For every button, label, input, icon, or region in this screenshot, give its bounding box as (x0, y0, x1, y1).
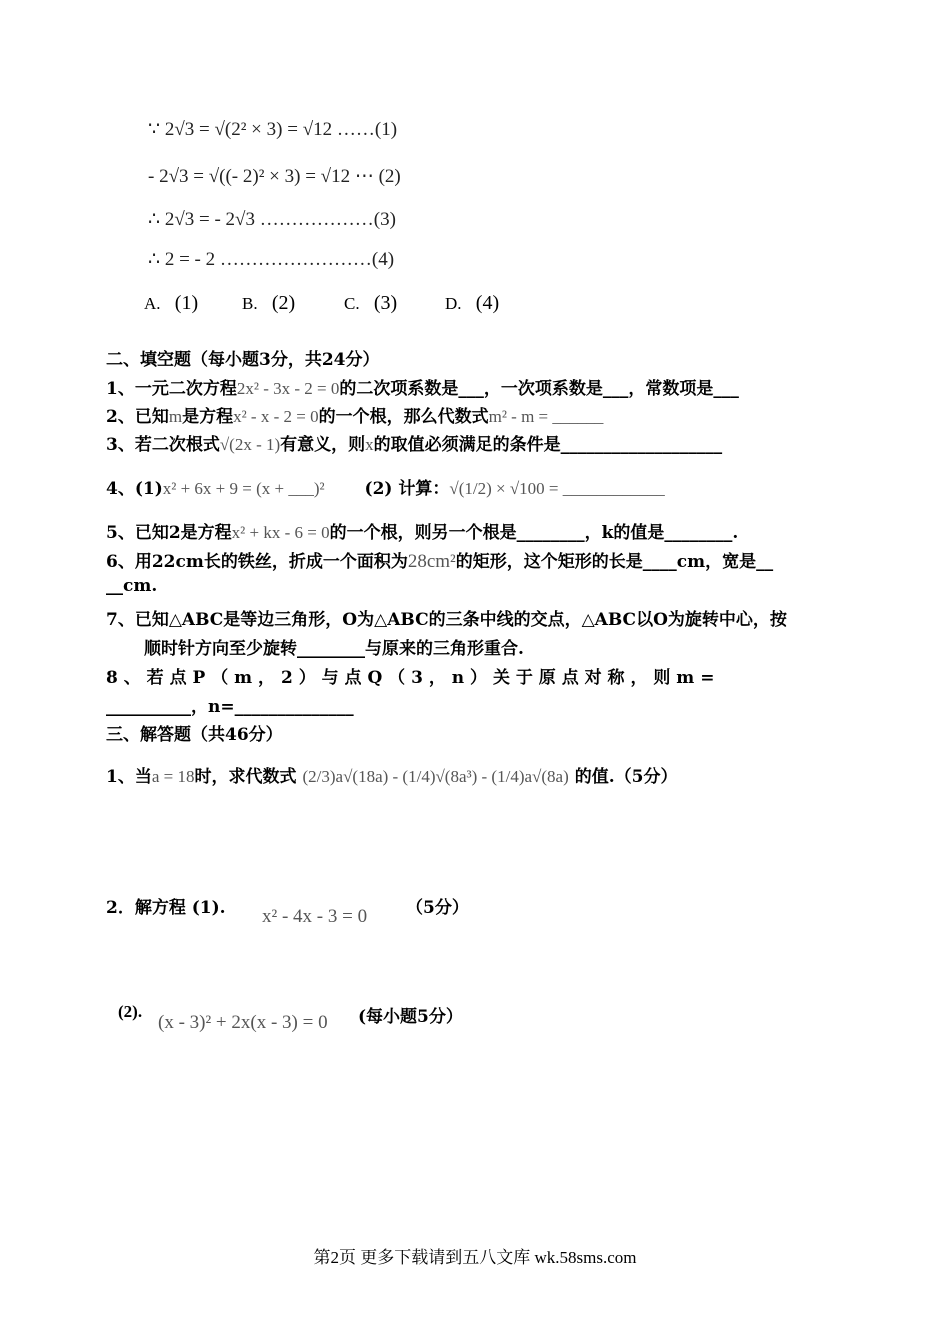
choice-d[interactable]: D. (4) (445, 292, 500, 314)
answer-q3-score: (每小题5分） (358, 1007, 463, 1027)
fill-q5: 5、已知2是方程x² + kx - 6 = 0的一个根，则另一个根是________，k的值是________. (106, 523, 739, 543)
section-3-title: 三、解答题（共46分） (106, 725, 283, 745)
page-footer: 第2页 更多下载请到五八文库 wk.58sms.com (313, 1248, 637, 1267)
fill-q6: 6、用22cm长的铁丝，折成一个面积为28cm²的矩形，这个矩形的长是____cm，宽是__ (106, 551, 774, 572)
choice-a[interactable]: A. (1) (144, 292, 199, 314)
proof-line-3: ∴ 2√3 = - 2√3 ………………(3) (148, 209, 396, 230)
fill-q7: 7、已知△ABC是等边三角形，O为△ABC的三条中线的交点，△ABC以O为旋转中心，按 (106, 610, 787, 630)
fill-q1: 1、一元二次方程2x² - 3x - 2 = 0的二次项系数是___，一次项系数是___，常数项是___ (106, 379, 739, 399)
equation-1: x² - 4x - 3 = 0 (262, 906, 368, 927)
fill-q8-cont: __________，n=______________ (106, 697, 354, 717)
equation-2: (x - 3)² + 2x(x - 3) = 0 (158, 1012, 328, 1033)
fill-q4: 4、(1)x² + 6x + 9 = (x + ___)² (2) 计算：√(1/2) × √100 = ____________ (106, 479, 665, 499)
answer-q1: 1、当a = 18时，求代数式 (2/3)a√(18a) - (1/4)√(8a³) - (1/4)a√(8a) 的值.（5分） (106, 767, 678, 787)
fill-q8: 8 、 若 点 P （ m ， 2 ） 与 点 Q （ 3 ， n ） 关 于 原 点 对 称 ， 则 m = (106, 668, 715, 688)
answer-q3-label: (2). (118, 1002, 143, 1021)
answer-q2: 2．解方程 (1). (106, 898, 226, 918)
proof-line-1: ∵ 2√3 = √(2² × 3) = √12 ……(1) (148, 119, 398, 140)
fill-q3: 3、若二次根式√(2x - 1)有意义，则x的取值必须满足的条件是___________________ (106, 435, 723, 455)
proof-line-4: ∴ 2 = - 2 ……………………(4) (148, 249, 395, 270)
choice-c[interactable]: C. (3) (344, 292, 398, 314)
section-2-title: 二、填空题（每小题3分，共24分） (106, 350, 380, 370)
fill-q2: 2、已知m是方程x² - x - 2 = 0的一个根，那么代数式m² - m = ______ (106, 407, 604, 427)
choice-b[interactable]: B. (2) (242, 292, 296, 314)
fill-q7-cont: 顺时针方向至少旋转________与原来的三角形重合. (144, 639, 524, 659)
proof-line-2: - 2√3 = √((- 2)² × 3) = √12 ⋯ (2) (148, 166, 401, 187)
fill-q6-cont: __cm. (106, 576, 158, 596)
answer-q2-score: （5分） (406, 898, 469, 918)
